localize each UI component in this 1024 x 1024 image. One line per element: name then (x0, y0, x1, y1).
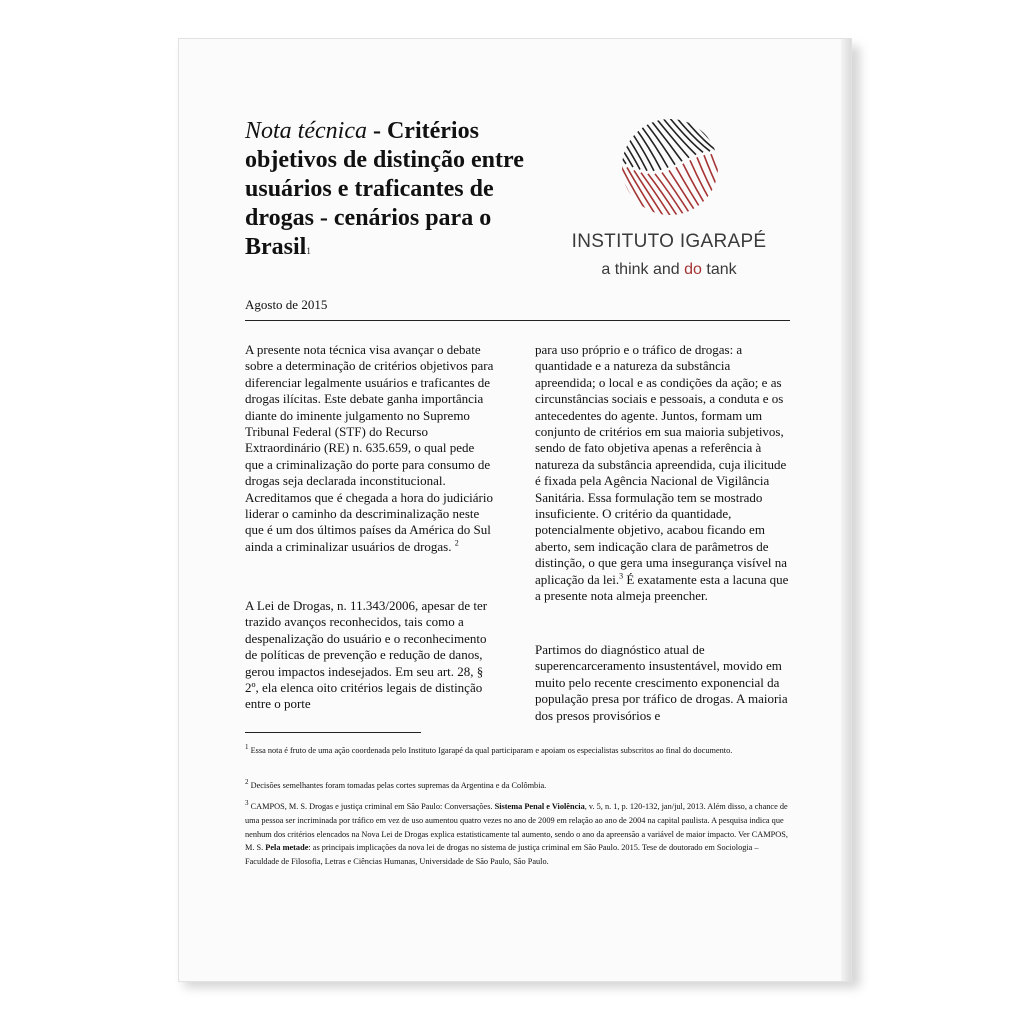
logo-red-stroke (704, 155, 720, 217)
paragraph-law: A Lei de Drogas, n. 11.343/2006, apesar de ter trazido avanços reconhecidos, tais como a despenalização do usuário e o reconhecimento de políticas de prevenção e redução de danos, gerou impactos indesejados. Em seu art. 28, § 2º, ela elenca oito critérios legais de distinção entre o porte (245, 598, 488, 712)
footnote-2-text: Decisões semelhantes foram tomadas pelas cortes supremas da Argentina e da Colômbia. (248, 781, 547, 790)
logo-red-stroke (690, 160, 720, 217)
logo-dark-stroke (718, 117, 720, 164)
publication-date: Agosto de 2015 (245, 297, 328, 312)
logo-dark-stroke (620, 117, 626, 164)
logo-red-stroke (620, 155, 629, 217)
paragraph-intro-text: A presente nota técnica visa avançar o debate sobre a determinação de critérios objetivos para diferenciar legalmente usuários e traficantes de drogas ilícitas. Este debate ganha importância diante do iminente julgamento no Supremo Tribunal Federal (STF) do Recurso Extraordinário (RE) n. 635.659, o qual pede que a criminalização do porte para consumo de drogas seja declarada inconstitucional. Acreditamos que é chegada a hora do judiciário liderar o caminho da descriminalização neste que é um dos últimos países da América do Sul ainda a criminalizar usuários de drogas. (245, 342, 494, 554)
page-spine (841, 39, 851, 981)
logo-dark-stroke (634, 117, 668, 168)
title-footnote-mark: 1 (306, 246, 311, 256)
footnote-divider (245, 732, 421, 733)
org-name: INSTITUTO IGARAPÉ (571, 231, 767, 252)
logo-red-stroke (620, 154, 622, 217)
tagline-accent: do (684, 261, 702, 278)
logo-red-stroke (620, 158, 636, 217)
logo-red-stroke (634, 170, 664, 217)
title-text: - Critérios objetivos de distinção entre usuários e traficantes de drogas - cenários para o Brasil (245, 118, 524, 260)
document-title (245, 117, 545, 262)
footnote-3-text-a: CAMPOS, M. S. Drogas e justiça criminal em São Paulo: Conversações. (248, 802, 495, 811)
document-page (178, 38, 852, 982)
paragraph-criteria (535, 342, 791, 605)
tagline (549, 261, 789, 279)
logo-red-stroke (711, 154, 720, 217)
logo-dark-stroke (655, 117, 689, 158)
footnote-ref-2: 2 (454, 538, 459, 548)
footnote-3 (245, 800, 793, 869)
footnote-1 (245, 744, 793, 758)
footnote-3-text-c: : as principais implicações da nova lei de drogas no sistema de justiça criminal em São Paulo. 2015. Tese de doutorado em Sociologia – Faculdade de Filosofia, Letras e Ciências Humanas, Universidade de São Paulo, São Paulo. (245, 843, 759, 867)
title-italic: Nota técnica (245, 118, 367, 144)
footnote-2-mark: 2 (245, 778, 249, 787)
paragraph-intro (245, 342, 495, 555)
footnote-1-text: Essa nota é fruto de uma ação coordenada pelo Instituto Igarapé da qual participaram e apoiam os especialistas subscritos ao final do documento. (248, 746, 733, 755)
footnote-3-journal: Sistema Penal e Violência (494, 802, 585, 811)
logo-dark-stroke (711, 117, 720, 161)
logo-red-stroke (718, 154, 720, 217)
paragraph-diagnosis: Partimos do diagnóstico atual de superencarceramento insustentável, movido em muito pelo recente crescimento exponencial da população presa por tráfico de drogas. A maioria dos presos provisórios e (535, 642, 788, 723)
logo-dark-stroke (620, 117, 647, 171)
igarape-logo-icon (620, 117, 720, 217)
tagline-start: a think and (601, 261, 685, 278)
header-divider (245, 320, 790, 321)
tagline-end: tank (701, 261, 737, 278)
footnote-1-mark: 1 (245, 743, 249, 752)
footnote-ref-3: 3 (619, 571, 624, 581)
footnote-3-book: Pela metade (265, 843, 309, 853)
footnote-2 (245, 779, 793, 793)
paragraph-criteria-end: É exatamente esta a lacuna que a presente nota almeja preencher. (535, 571, 789, 604)
footnote-3-mark: 3 (245, 799, 249, 808)
paragraph-criteria-text: para uso próprio e o tráfico de drogas: a quantidade e a natureza da substância apreendida; o local e as condições da ação; e as circunstâncias sociais e pessoais, a conduta e os antecedentes do agente. Juntos, formam um conjunto de critérios em sua maioria subjetivos, sendo de fato objetiva apenas a referência à natureza da substância apreendida, cuja ilicitude é fixada pela Agência Nacional de Vigilância Sanitária. Essa formulação tem se mostrado insuficiente. O critério da quantidade, potencialmente objetivo, acabou ficando em aberto, sem indicação clara de parâmetros de distinção, o que gera uma insegurança visível na aplicação da lei. (535, 342, 787, 587)
footnote-3-text-b: , v. 5, n. 1, p. 120-132, jan/jul, 2013. Além disso, a chance de uma pessoa ser incriminada por tráfico em vez de uso aumentou quatro vezes no ano de 2009 em relação ao ano de 2004 na capital paulista. A pesquisa indica que nenhum dos critérios elencados na Nova Lei de Drogas explica estatisticamente tal aumento, sendo o ano da apreensão a variável de maior impacto. Ver CAMPOS, M. S. (245, 802, 788, 853)
logo-dark-stroke (704, 117, 720, 158)
logo-dark-stroke (662, 117, 696, 155)
